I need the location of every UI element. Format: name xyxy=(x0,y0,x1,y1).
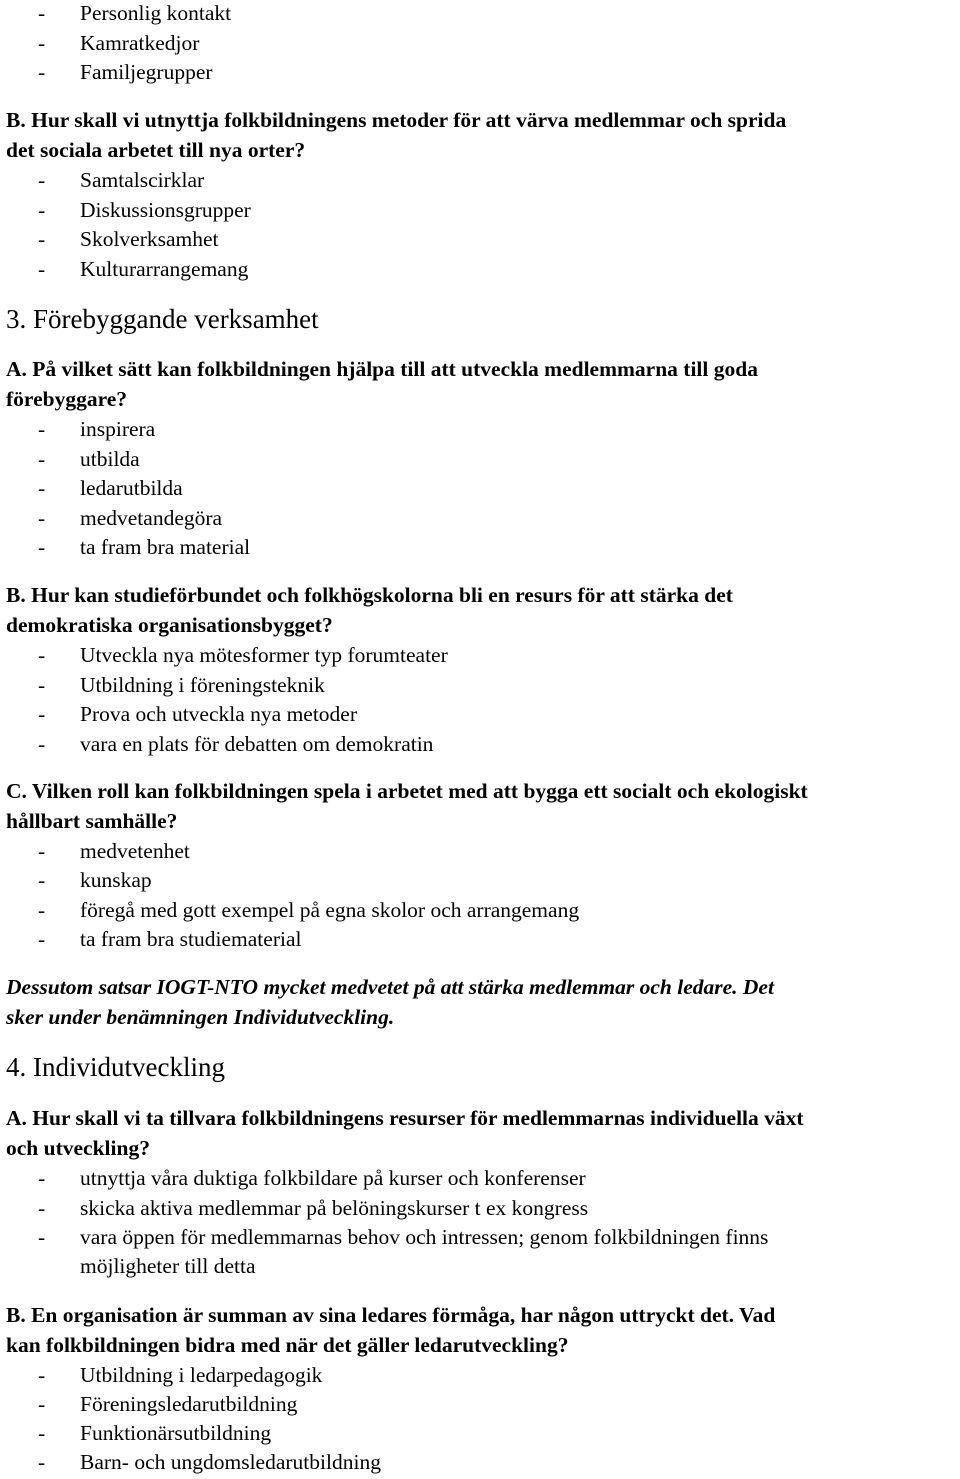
question-heading: B. En organisation är summan av sina ledares förmåga, har någon uttryckt det. Vad xyxy=(6,1303,776,1327)
bullet-dash: - xyxy=(38,898,46,922)
bullet-dash: - xyxy=(38,1450,46,1474)
bullet-dash: - xyxy=(38,1421,46,1445)
emphasis-note: sker under benämningen Individutveckling. xyxy=(6,1005,395,1029)
bullet-dash: - xyxy=(38,506,46,530)
bullet-dash: - xyxy=(38,839,46,863)
bullet-dash: - xyxy=(38,535,46,559)
bullet-dash: - xyxy=(38,1166,46,1190)
question-heading: A. Hur skall vi ta tillvara folkbildningens resurser för medlemmarnas individuella växt xyxy=(6,1106,804,1130)
section-heading: 4. Individutveckling xyxy=(6,1052,225,1082)
bullet-dash: - xyxy=(38,60,46,84)
question-heading: förebyggare? xyxy=(6,387,128,411)
bullet-dash: - xyxy=(38,31,46,55)
bullet-dash: - xyxy=(38,1225,46,1249)
bullet-dash: - xyxy=(38,732,46,756)
emphasis-note: Dessutom satsar IOGT-NTO mycket medvetet på att stärka medlemmar och ledare. Det xyxy=(6,975,774,999)
bullet-dash: - xyxy=(38,1,46,25)
question-heading: och utveckling? xyxy=(6,1136,150,1160)
bullet-dash: - xyxy=(38,257,46,281)
question-heading: demokratiska organisationsbygget? xyxy=(6,613,333,637)
bullet-dash: - xyxy=(38,227,46,251)
bullet-dash: - xyxy=(38,643,46,667)
section-heading: 3. Förebyggande verksamhet xyxy=(6,304,319,334)
bullet-dash: - xyxy=(38,868,46,892)
document-page: - Personlig kontakt - Kamratkedjor - Familjegrupper B. Hur skall vi utnyttja folkbildningens metoder för att värva medlemmar och sprida det sociala arbetet till nya orter? - Samtalscirklar - Diskussionsgrupper - Skolverksamhet - Kulturarrangemang 3. Förebyggande verksamhet A. På vilket sätt kan folkbildningen hjälpa till att utveckla medlemmarna till goda förebyggare? - inspirera - utbilda - ledarutbilda - medvetandegöra - ta fram bra material B. Hur kan studieförbundet och folkhögskolorna bli en resurs för att stärka det demokratiska organisationsbygget? - Utveckla nya mötesformer typ forumteater - Utbildning i föreningsteknik - Prova och utveckla nya metoder - vara en plats för debatten om demokratin C. Vilken roll kan folkbildningen spela i arbetet med att bygga ett socialt och ekologiskt hållbart samhälle? - medvetenhet - kunskap - föregå med gott exempel på egna skolor och arrangemang - ta fram bra studiematerial Dessutom satsar IOGT-NTO mycket medvetet på att stärka medlemmar och ledare. Det sker under benämningen Individutveckling. 4. Individutveckling A. Hur skall vi ta tillvara folkbildningens resurser för medlemmarnas individuella växt och utveckling? - utnyttja våra duktiga folkbildare på kurser och konferenser - skicka aktiva medlemmar på belöningskurser t ex kongress - vara öppen för medlemmarnas behov och intressen; genom folkbildningen finns möjligheter till detta B. En organisation är summan av sina ledares förmåga, har någon uttryckt det. Vad kan folkbildningen bidra med när det gäller ledarutveckling? - Utbildning i ledarpedagogik - Föreningsledarutbildning - Funktionärsutbildning - Barn- och ungdomsledarutbildning xyxy=(0,0,960,1479)
question-heading: hållbart samhälle? xyxy=(6,809,178,833)
question-heading: B. Hur kan studieförbundet och folkhögskolorna bli en resurs för att stärka det xyxy=(6,583,733,607)
question-heading: kan folkbildningen bidra med när det gäller ledarutveckling? xyxy=(6,1333,569,1357)
bullet-dash: - xyxy=(38,702,46,726)
question-heading: B. Hur skall vi utnyttja folkbildningens metoder för att värva medlemmar och sprida xyxy=(6,108,787,132)
bullet-dash: - xyxy=(38,1363,46,1387)
bullet-dash: - xyxy=(38,1392,46,1416)
question-heading: C. Vilken roll kan folkbildningen spela i arbetet med att bygga ett socialt och ekologiskt xyxy=(6,779,808,803)
question-heading: A. På vilket sätt kan folkbildningen hjälpa till att utveckla medlemmarna till goda xyxy=(6,357,758,381)
bullet-dash: - xyxy=(38,476,46,500)
bullet-dash: - xyxy=(38,417,46,441)
bullet-dash: - xyxy=(38,927,46,951)
bullet-dash: - xyxy=(38,1196,46,1220)
bullet-dash: - xyxy=(38,168,46,192)
question-heading: det sociala arbetet till nya orter? xyxy=(6,138,306,162)
bullet-dash: - xyxy=(38,447,46,471)
bullet-dash: - xyxy=(38,673,46,697)
bullet-dash: - xyxy=(38,198,46,222)
